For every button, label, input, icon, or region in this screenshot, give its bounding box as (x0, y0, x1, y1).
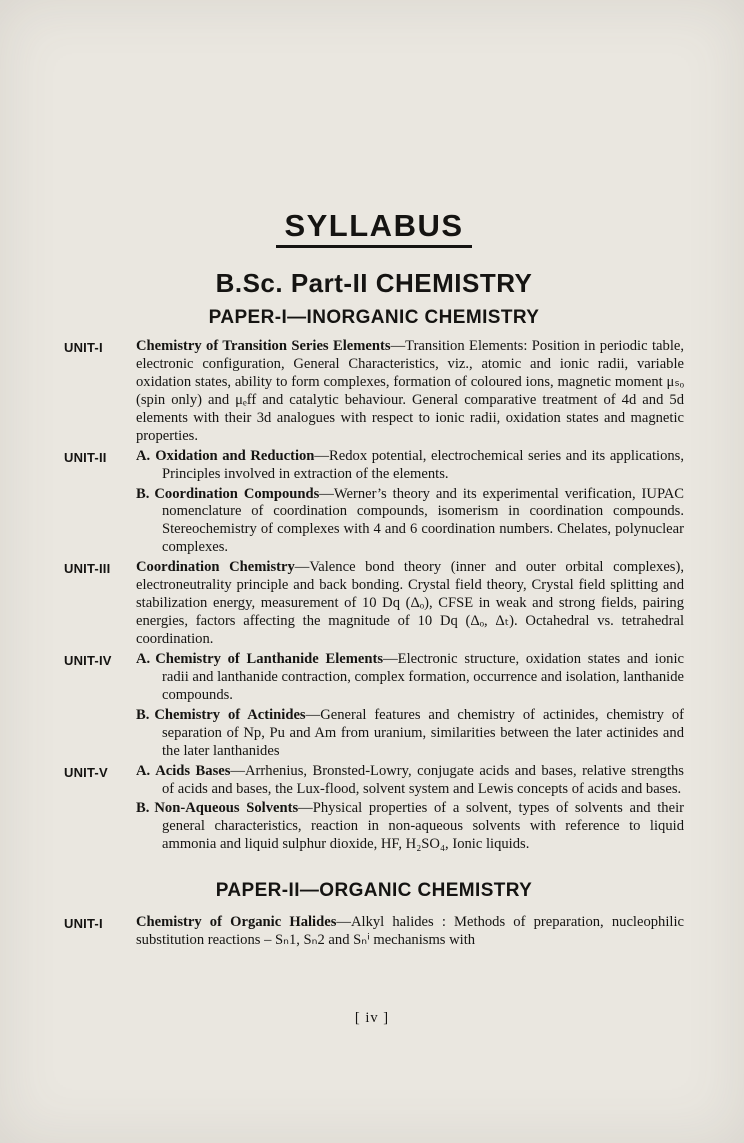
unit-label (64, 707, 136, 761)
item-title: Chemistry of Lanthanide Elements (155, 650, 384, 667)
syllabus-row (64, 651, 684, 705)
syllabus-row (64, 800, 684, 854)
unit-label (64, 800, 136, 854)
unit-content (136, 448, 684, 484)
item-text: —Valence bond theory (inner and outer orbital complexes), electroneutrality principle and back bonding. Crystal field theory, Crystal field splitting and stabilization energy, measurement of 10 Dq (Δₒ), CFSE in weak and strong fields, pairing energies, factors affecting the magnitude of 10 Dq (Δₒ, Δₜ). Octahedral vs. tetrahedral coordination. (136, 559, 684, 647)
unit-content (136, 800, 684, 854)
item-text: —Arrhenius, Bronsted-Lowry, conjugate acids and bases, relative strengths of acids and bases, the Lux-flood, solvent system and Lewis concepts of acids and bases. (162, 762, 684, 797)
syllabus-row (64, 559, 684, 649)
item-title: Coordination Compounds (154, 485, 320, 502)
unit-content (136, 338, 684, 446)
unit-content (136, 763, 684, 799)
item-text: —General features and chemistry of actinides, chemistry of separation of Np, Pu and Am from uranium, similarities between the later actinides and the later lanthanides (162, 706, 685, 759)
item-title: Non-Aqueous Solvents (154, 800, 299, 817)
item-text: —Redox potential, electrochemical series and its applications, Principles involved in extraction of the elements. (162, 447, 684, 482)
syllabus-row (64, 486, 684, 558)
item-text: —Electronic structure, oxidation states and ionic radii and lanthanide contraction, complex formation, occurrence and isolation, lanthanide compounds. (162, 650, 684, 703)
item-letter: A. (136, 762, 151, 779)
syllabus-row (64, 338, 684, 446)
syllabus-row (64, 707, 684, 761)
syllabus-row (64, 448, 684, 484)
page-title: SYLLABUS (276, 208, 471, 248)
unit-content (136, 486, 684, 558)
item-letter: B. (136, 485, 150, 502)
unit-content (136, 914, 684, 950)
unit-label: UNIT-IV (64, 652, 112, 668)
unit-content (136, 559, 684, 649)
unit-label: UNIT-I (64, 340, 103, 355)
item-title: Chemistry of Transition Series Elements (136, 338, 391, 354)
item-title: Oxidation and Reduction (155, 447, 315, 464)
item-title: Acids Bases (155, 762, 231, 779)
unit-label: UNIT-II (64, 449, 107, 465)
page-title-wrap (64, 208, 684, 248)
item-title: Chemistry of Organic Halides (136, 914, 337, 931)
page-subtitle: B.Sc. Part-II CHEMISTRY (215, 268, 533, 298)
unit-label: UNIT-V (64, 764, 108, 780)
syllabus-row (64, 763, 684, 799)
item-letter: A. (136, 447, 151, 464)
item-text: —Alkyl halides : Methods of preparation, nucleophilic substitution reactions – Sₙ1, Sₙ2 and Sₙⁱ mechanisms with (136, 914, 684, 949)
paper1-heading: PAPER-I—INORGANIC CHEMISTRY (208, 307, 540, 328)
unit-content (136, 651, 684, 705)
paper2-heading: PAPER-II—ORGANIC CHEMISTRY (215, 880, 533, 902)
syllabus-row (64, 914, 684, 950)
item-title: Coordination Chemistry (136, 559, 295, 576)
item-text: —Werner’s theory and its experimental verification, IUPAC nomenclature of coordination compounds, isomerism in coordination compounds. Stereochemistry of complexes with 4 and 6 coordination numbers. Chelates, polynuclear complexes. (162, 485, 684, 556)
item-letter: B. (136, 706, 150, 723)
unit-label: UNIT-I (64, 916, 103, 932)
item-title: Chemistry of Actinides (154, 706, 306, 723)
item-letter: A. (136, 650, 151, 667)
item-text: —Transition Elements: Position in periodic table, electronic configuration, General Characteristics, viz., atomic and ionic radii, variable oxidation states, ability to form complexes, formation of coloured ions, magnetic moment μₛₒ (spin only) and μₑff and catalytic behaviour. General comparative treatment of 4d and 5d elements with their 3d analogues with respect to ionic radii, oxidation states and magnetic properties. (136, 338, 684, 444)
page-number-footer: [ iv ] (354, 1010, 390, 1026)
unit-label: UNIT-III (64, 561, 111, 577)
item-letter: B. (136, 800, 150, 817)
unit-label (64, 486, 136, 558)
unit-content (136, 707, 684, 761)
item-text: —Physical properties of a solvent, types of solvents and their general characteristics, reaction in non-aqueous solvents with reference to liquid ammonia and liquid sulphur dioxide, HF, H₂SO₄, Ionic liquids. (162, 800, 684, 853)
